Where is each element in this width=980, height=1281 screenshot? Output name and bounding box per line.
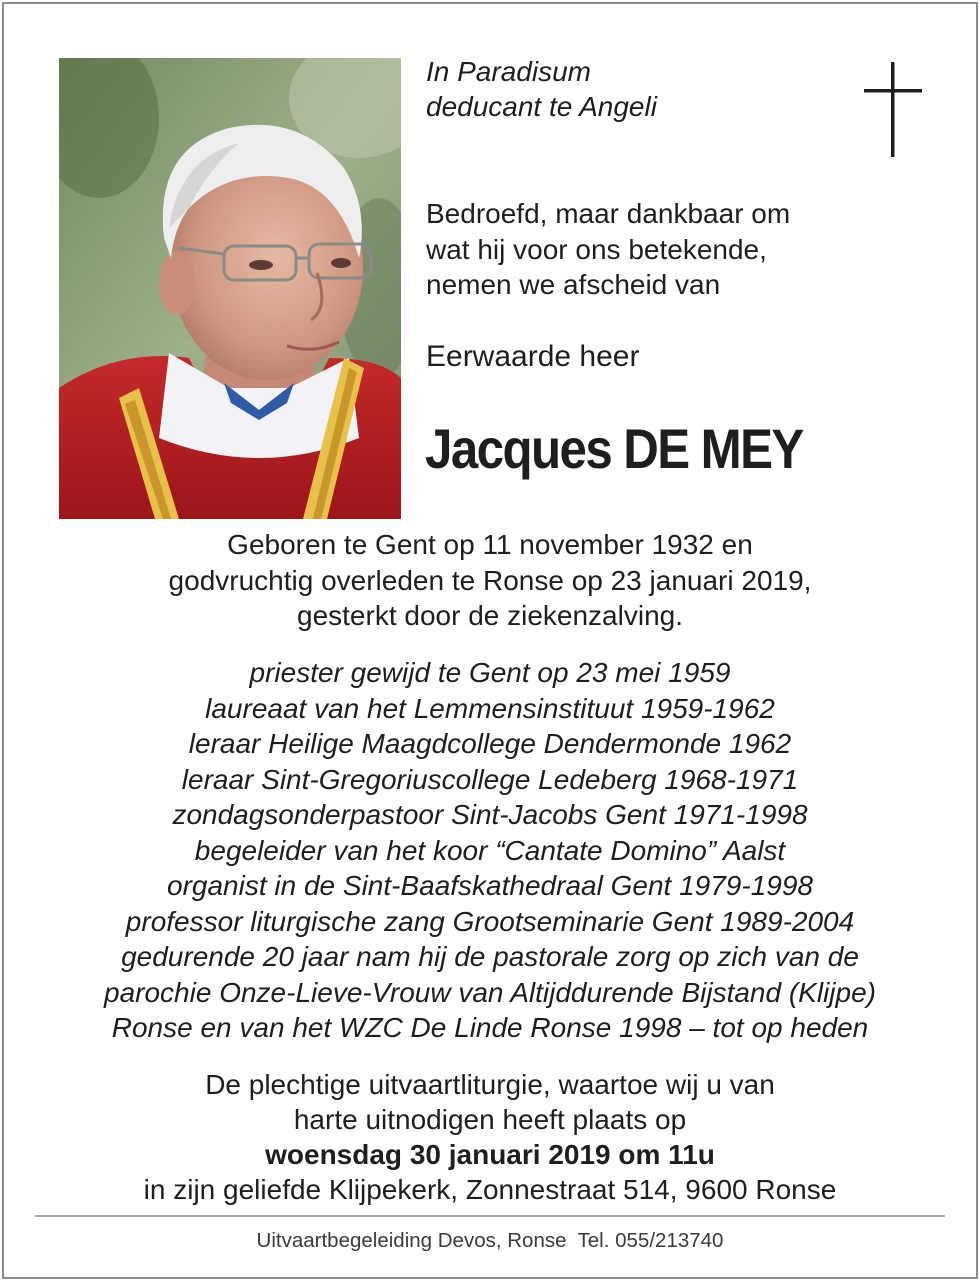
divider: [35, 1215, 945, 1217]
birth-death-line: gesterkt door de ziekenzalving.: [297, 600, 683, 631]
intro-text: [426, 196, 790, 303]
salutation: Eerwaarde heer: [426, 340, 640, 373]
latin-line: deducant te Angeli: [426, 91, 657, 122]
funeral-location: in zijn geliefde Klijpekerk, Zonnestraat 514, 9600 Ronse: [143, 1174, 837, 1205]
career-line: leraar Sint-Gregoriuscollege Ledeberg 1968-1971: [181, 763, 799, 795]
career-line: parochie Onze-Lieve-Vrouw van Altijddurende Bijstand (Klijpe): [104, 976, 876, 1008]
career-line: priester gewijd te Gent op 23 mei 1959: [249, 657, 731, 688]
career-list: [0, 655, 980, 1046]
latin-verse: [426, 54, 657, 124]
funeral-date: woensdag 30 januari 2019 om 11u: [265, 1139, 715, 1170]
career-line: zondagsonderpastoor Sint-Jacobs Gent 1971-1998: [172, 799, 808, 830]
cross-icon: [864, 62, 922, 165]
career-line: professor liturgische zang Grootseminarie Gent 1989-2004: [125, 905, 855, 937]
career-line: Ronse en van het WZC De Linde Ronse 1998 – tot op heden: [111, 1012, 869, 1043]
funeral-line: harte uitnodigen heeft plaats op: [293, 1104, 687, 1135]
intro-line: wat hij voor ons betekende,: [426, 233, 767, 265]
latin-line: In Paradisum: [426, 56, 591, 87]
intro-line: Bedroefd, maar dankbaar om: [426, 198, 791, 229]
funeral-line: De plechtige uitvaartliturgie, waartoe wij u van: [205, 1069, 775, 1100]
funeral-info: [0, 1067, 980, 1207]
intro-line: nemen we afscheid van: [426, 269, 721, 300]
career-line: leraar Heilige Maagdcollege Dendermonde 1962: [188, 728, 792, 759]
birth-death-line: Geboren te Gent op 11 november 1932 en: [227, 529, 753, 560]
birth-death-info: [0, 527, 980, 634]
deceased-name: Jacques DE MEY: [425, 417, 803, 480]
funeral-director-footer: Uitvaartbegeleiding Devos, Ronse Tel. 055/213740: [256, 1229, 724, 1252]
career-line: begeleider van het koor “Cantate Domino” Aalst: [194, 834, 786, 866]
portrait-photo: [59, 58, 401, 519]
career-line: laureaat van het Lemmensinstituut 1959-1962: [205, 692, 775, 724]
birth-death-line: godvruchtig overleden te Ronse op 23 januari 2019,: [168, 564, 812, 596]
career-line: gedurende 20 jaar nam hij de pastorale zorg op zich van de: [121, 941, 859, 972]
career-line: organist in de Sint-Baafskathedraal Gent 1979-1998: [167, 870, 813, 901]
